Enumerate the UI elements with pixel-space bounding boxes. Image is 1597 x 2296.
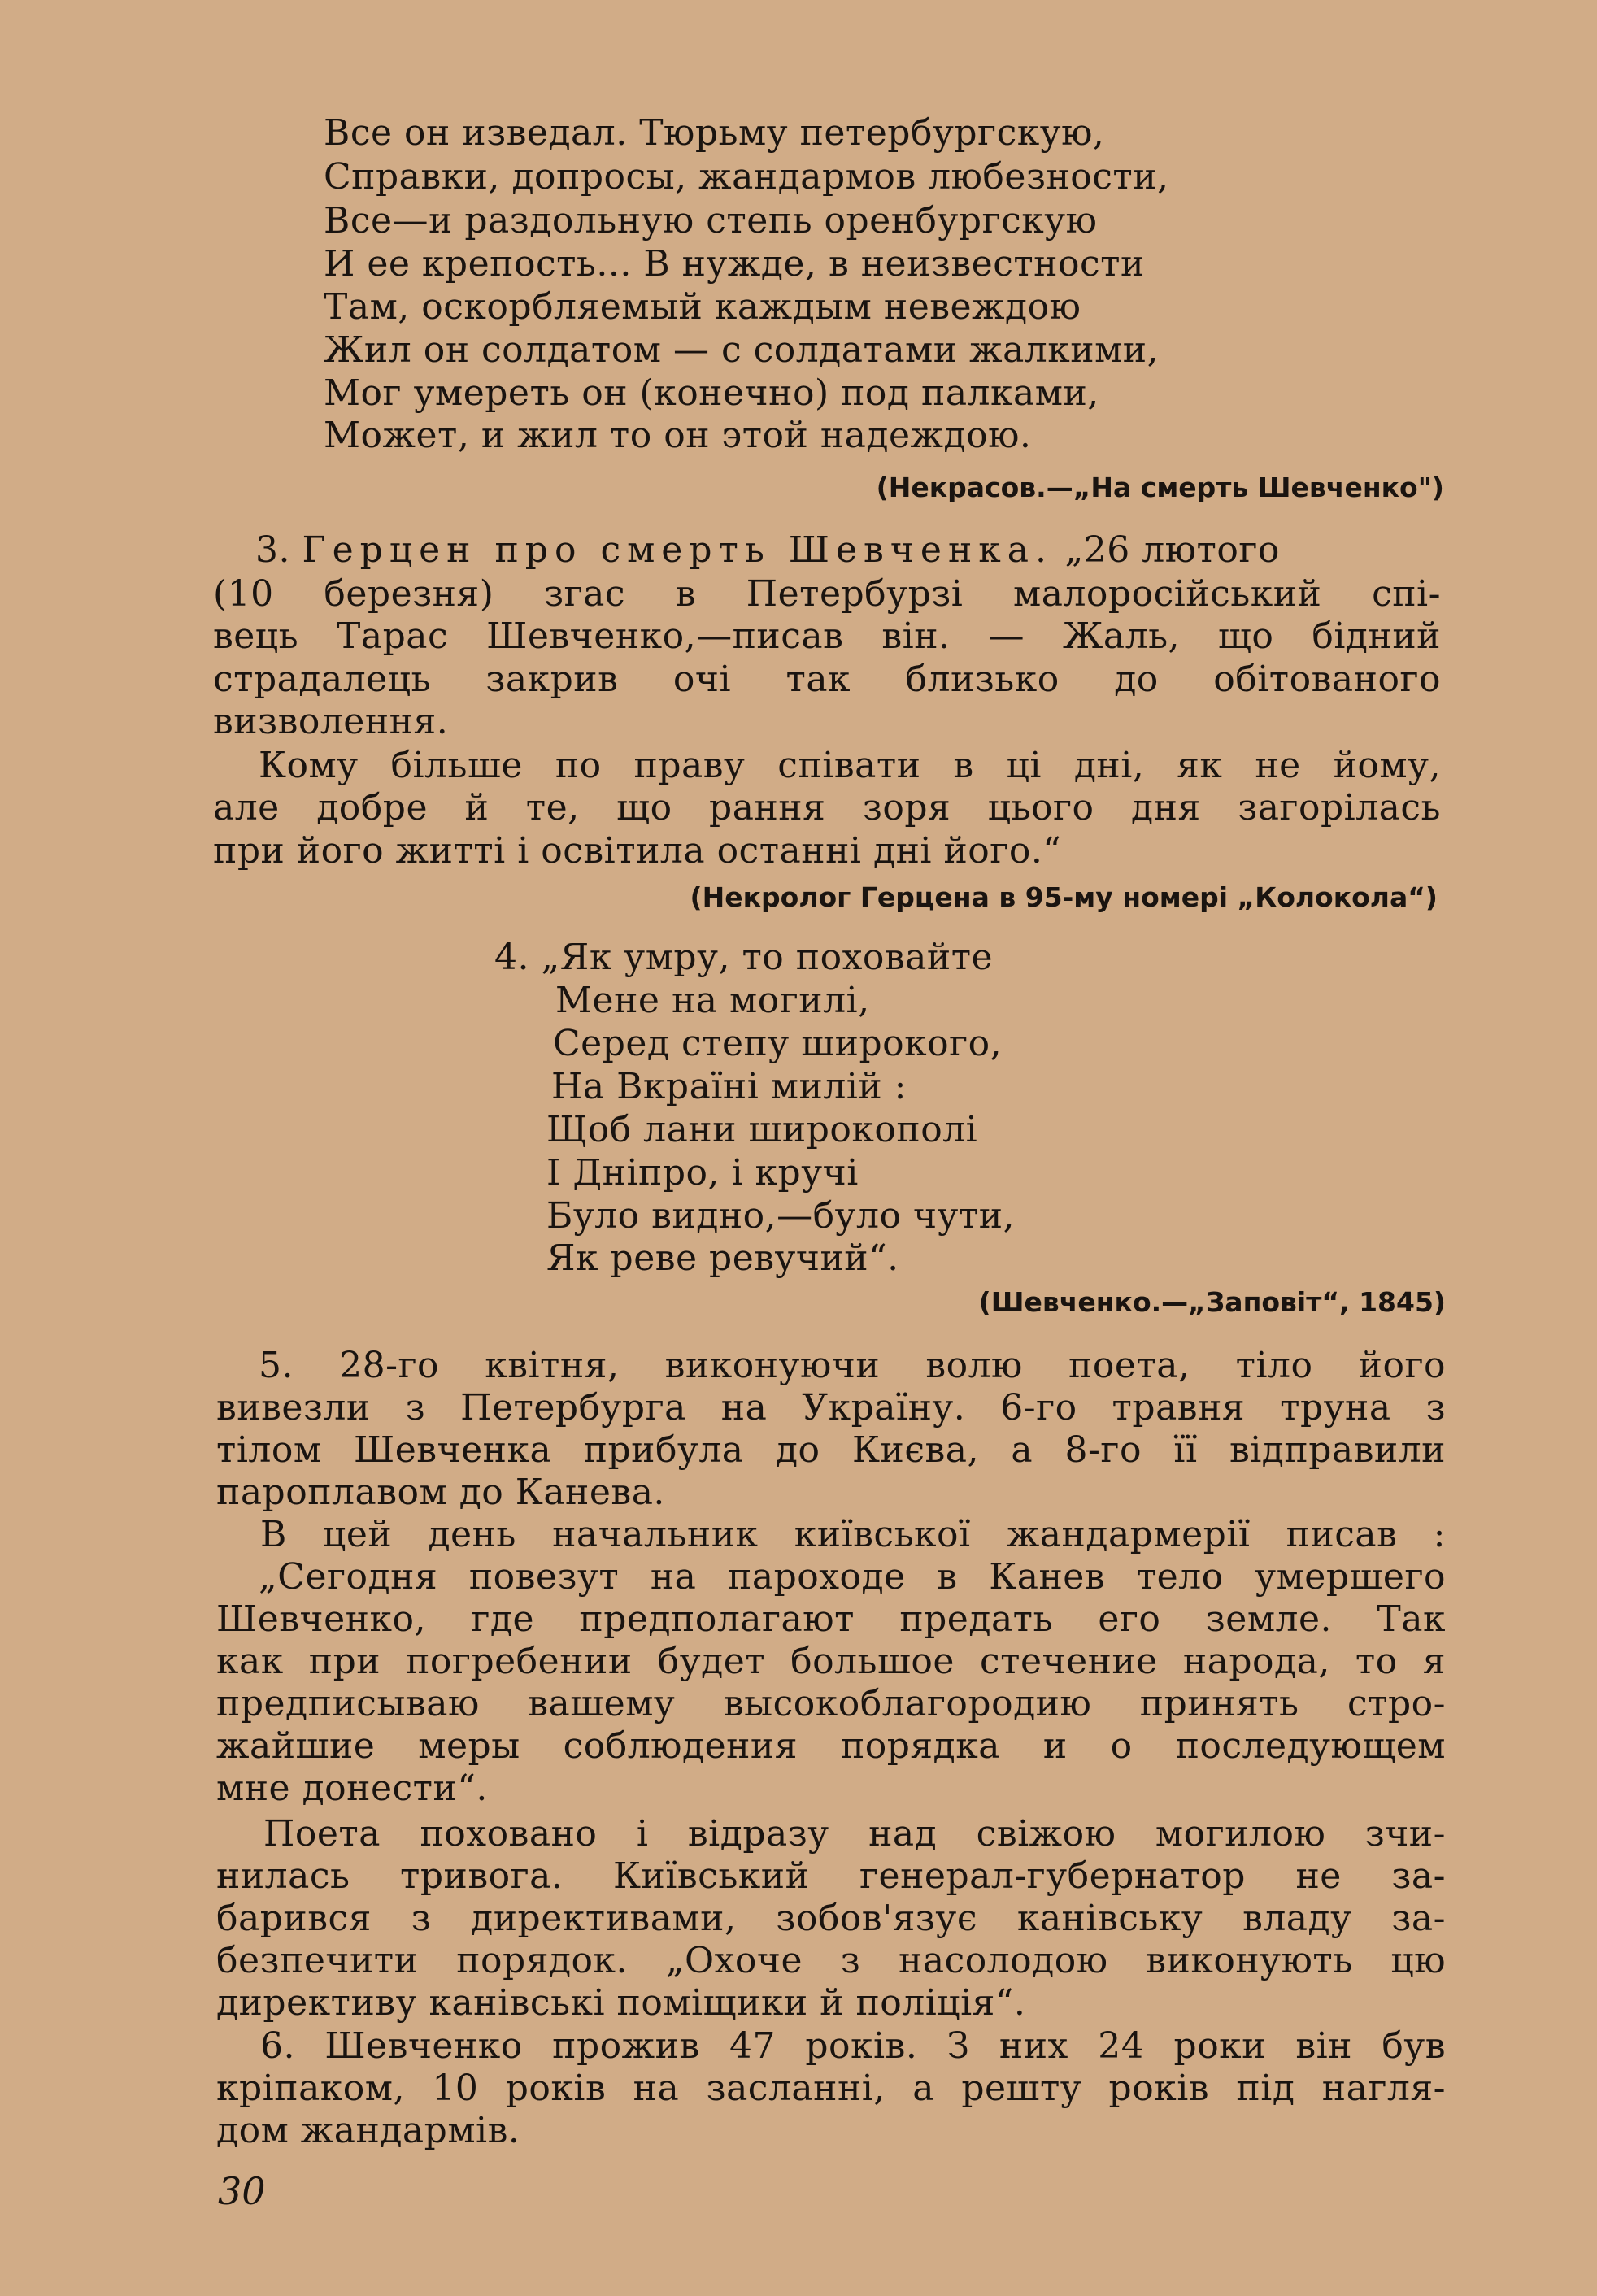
paragraph-line: нилась тривога. Київський генерал-губернатор не за- <box>216 1855 1446 1897</box>
page-number: 30 <box>218 2169 266 2213</box>
paragraph-line: (10 березня) згас в Петербурзі малоросійський спі- <box>213 573 1441 615</box>
paragraph-line: предписываю вашему высокоблагородию принять стро- <box>216 1683 1446 1724</box>
poem-line: І Дніпро, і кручі <box>546 1152 859 1194</box>
poem-line-text: „Як умру, то поховайте <box>541 937 994 978</box>
paragraph-line: как при погребении будет большое стечение народа, то я <box>216 1641 1446 1682</box>
poem-line <box>494 937 993 979</box>
section-number: 3. <box>255 529 290 571</box>
paragraph-line: пароплавом до Канева. <box>216 1472 665 1513</box>
section-heading: Герцен про смерть Шевченка. <box>302 529 1053 571</box>
poem-line: Щоб лани широкополі <box>546 1109 978 1150</box>
paragraph-line: мне донести“. <box>216 1768 488 1809</box>
poem-line: На Вкраїні милій : <box>551 1066 907 1107</box>
paragraph-line: при його житті і освітила останні дні його.“ <box>213 830 1062 872</box>
paragraph-line: визволення. <box>213 701 449 742</box>
paragraph-line: Поета поховано і відразу над свіжою могилою зчи- <box>263 1813 1446 1855</box>
paragraph-line: В цей день начальник київської жандармерії писав : <box>260 1514 1446 1555</box>
poem-line: Було видно,—було чути, <box>546 1195 1016 1237</box>
citation-zapovit: (Шевченко.—„Заповіт“, 1845) <box>978 1286 1446 1318</box>
paragraph-line: жайшие меры соблюдения порядка и о последующем <box>216 1725 1446 1767</box>
paragraph-line: 6. Шевченко прожив 47 років. З них 24 роки він був <box>260 2025 1446 2067</box>
section-number: 4. <box>494 937 529 978</box>
citation-nekrasov: (Некрасов.—„На смерть Шевченко") <box>876 472 1444 503</box>
poem-line: Все он изведал. Тюрьму петербургскую, <box>324 112 1105 154</box>
citation-herzen: (Некролог Герцена в 95-му номері „Колокола“) <box>690 881 1438 913</box>
poem-line: Может, и жил то он этой надеждою. <box>324 415 1032 456</box>
paragraph-line: тілом Шевченка прибула до Києва, а 8-го її відправили <box>216 1429 1446 1471</box>
poem-line: Мене на могилі, <box>555 980 870 1021</box>
paragraph-line: барився з директивами, зобов'язує канівську владу за- <box>216 1898 1446 1939</box>
paragraph-line: 5. 28-го квітня, виконуючи волю поета, тіло його <box>259 1345 1446 1386</box>
paragraph-line: але добре й те, що рання зоря цього дня загорілась <box>213 787 1441 828</box>
paragraph-line: безпечити порядок. „Охоче з насолодою виконують цю <box>216 1940 1446 1981</box>
poem-line: Все—и раздольную степь оренбургскую <box>324 200 1098 241</box>
paragraph-line: дом жандармів. <box>216 2110 520 2151</box>
section-3-first-line <box>255 529 1280 572</box>
poem-line: Мог умереть он (конечно) под палками, <box>324 372 1099 414</box>
poem-line: Як реве ревучий“. <box>546 1237 899 1279</box>
section-text: „26 лютого <box>1064 529 1280 571</box>
poem-line: Жил он солдатом — с солдатами жалкими, <box>324 329 1160 371</box>
paragraph-line: Шевченко, где предполагают предать его земле. Так <box>216 1598 1446 1640</box>
paragraph-line: вивезли з Петербурга на Україну. 6-го травня труна з <box>216 1387 1446 1428</box>
paragraph-line: страдалець закрив очі так близько до обітованого <box>213 659 1441 700</box>
paragraph-line: кріпаком, 10 років на засланні, а решту років під нагля- <box>216 2068 1446 2109</box>
paragraph-line: директиву канівські поміщики й поліція“. <box>216 1982 1026 2024</box>
poem-line: Серед степу широкого, <box>553 1023 1003 1064</box>
paragraph-line: Кому більше по праву співати в ці дні, як не йому, <box>259 745 1441 786</box>
paragraph-line: вець Тарас Шевченко,—писав він. — Жаль, що бідний <box>213 615 1441 657</box>
poem-line: Там, оскорбляемый каждым невеждою <box>324 286 1081 328</box>
poem-line: Справки, допросы, жандармов любезности, <box>324 156 1169 198</box>
poem-line: И ее крепость... В нужде, в неизвестности <box>324 243 1145 285</box>
paragraph-line: „Сегодня повезут на пароходе в Канев тело умершего <box>259 1556 1446 1598</box>
